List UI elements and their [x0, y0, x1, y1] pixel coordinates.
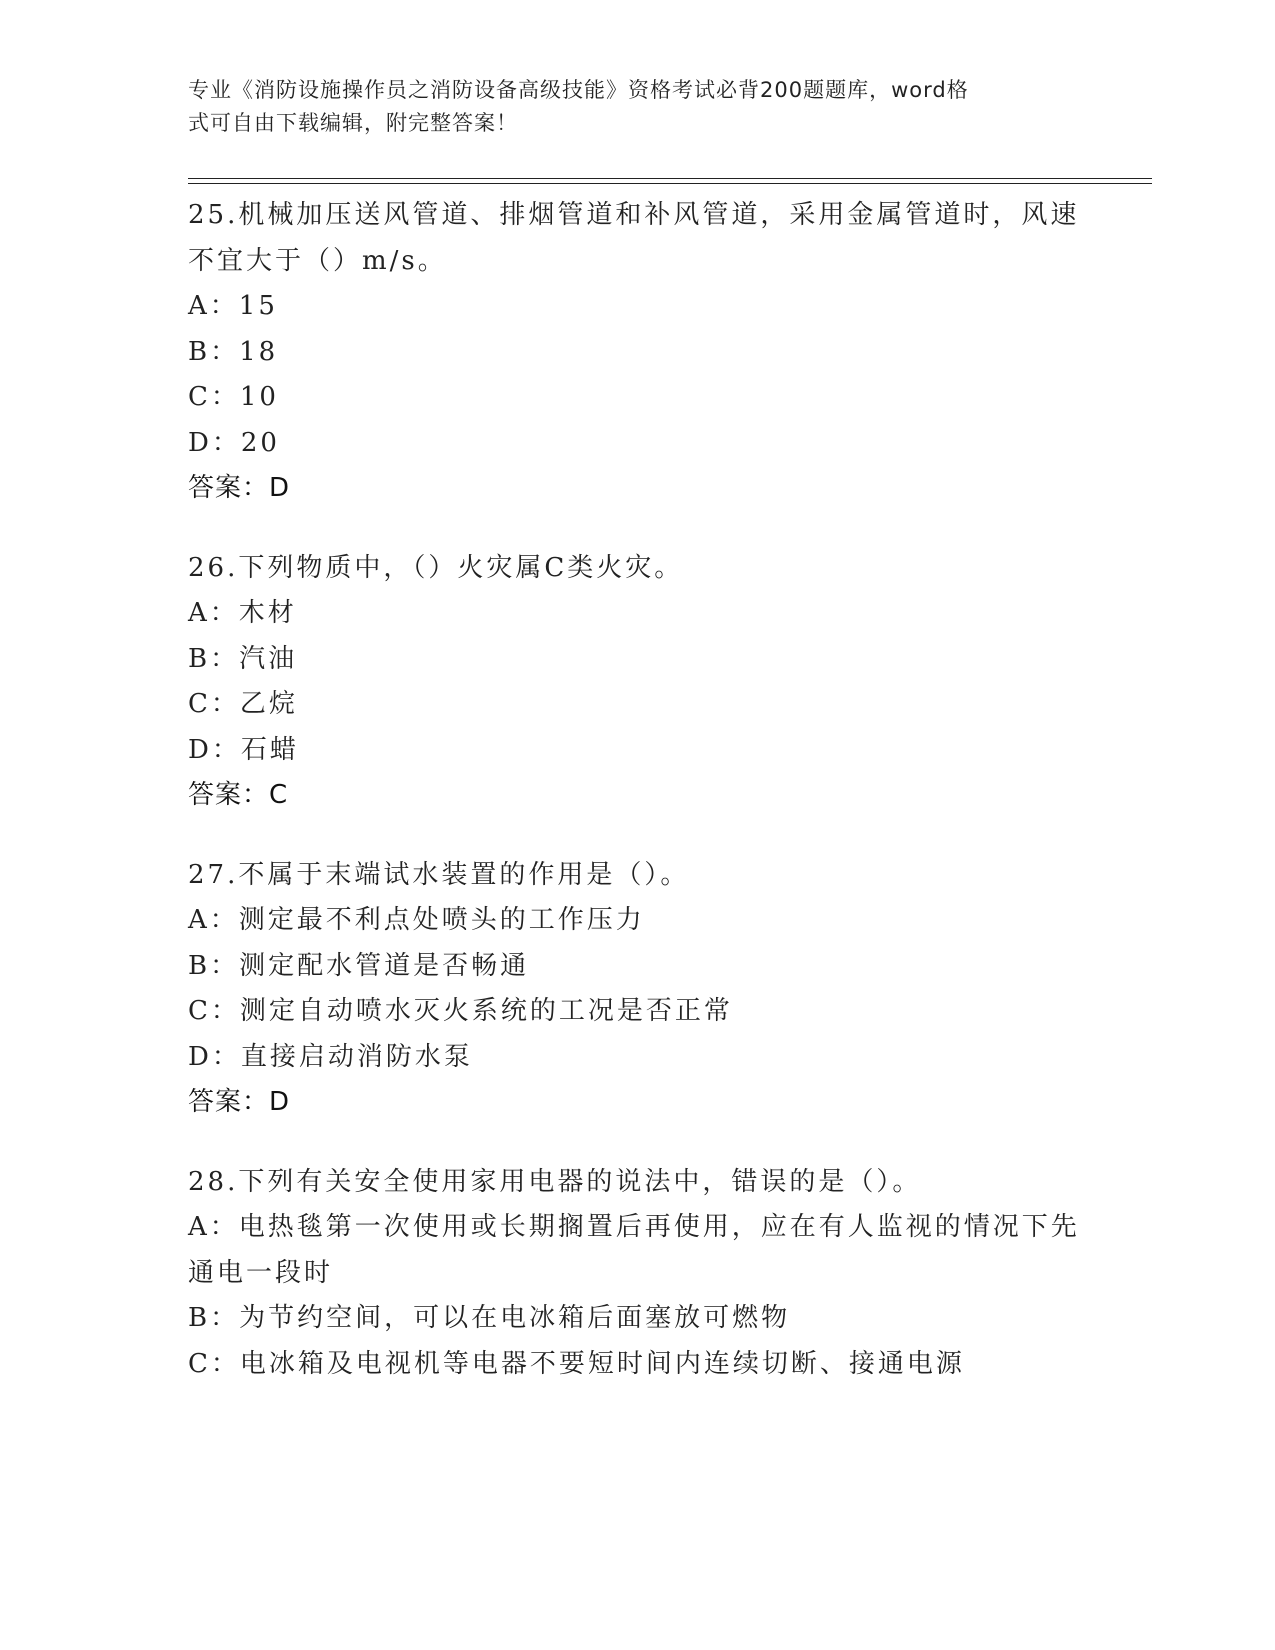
question-stem: 27.不属于末端试水装置的作用是（）。 [188, 859, 690, 890]
question-28 [188, 1160, 1088, 1388]
option-b: B：为节约空间，可以在电冰箱后面塞放可燃物 [188, 1303, 791, 1333]
question-stem-continued: 不宜大于（）m/s。 [188, 245, 447, 276]
answer: 答案：D [188, 1087, 291, 1117]
option-b: B：汽油 [188, 643, 298, 674]
option-a-continued: 通电一段时 [188, 1257, 334, 1288]
option-c: C：测定自动喷水灭火系统的工况是否正常 [188, 996, 733, 1026]
header-line-1: 专业《消防设施操作员之消防设备高级技能》资格考试必背200题题库，word格 [188, 78, 969, 102]
option-c: C：乙烷 [188, 689, 298, 719]
option-c: C：电冰箱及电视机等电器不要短时间内连续切断、接通电源 [188, 1348, 965, 1379]
question-stem: 26.下列物质中，（）火灾属C类火灾。 [188, 552, 684, 583]
question-27 [188, 853, 1088, 1126]
option-d: D：直接启动消防水泵 [188, 1041, 473, 1072]
option-a: A：电热毯第一次使用或长期搁置后再使用，应在有人监视的情况下先 [188, 1212, 1080, 1242]
option-a: A：木材 [188, 598, 297, 628]
question-25 [188, 193, 1088, 512]
option-d: D：20 [188, 427, 280, 458]
option-d: D：石蜡 [188, 734, 299, 765]
header-divider-top [188, 178, 1152, 179]
document-header [188, 74, 1088, 140]
question-list [188, 193, 1088, 1421]
option-c: C：10 [188, 382, 279, 412]
option-a: A：测定最不利点处喷头的工作压力 [188, 905, 645, 935]
question-stem: 25.机械加压送风管道、排烟管道和补风管道，采用金属管道时，风速 [188, 200, 1080, 230]
header-divider-bottom [188, 183, 1152, 184]
option-a: A：15 [188, 291, 278, 321]
answer: 答案：C [188, 780, 289, 810]
option-b: B：18 [188, 336, 279, 367]
option-b: B：测定配水管道是否畅通 [188, 950, 530, 981]
question-26 [188, 546, 1088, 819]
header-line-2: 式可自由下载编辑，附完整答案！ [188, 111, 518, 135]
answer: 答案：D [188, 473, 291, 503]
question-stem: 28.下列有关安全使用家用电器的说法中，错误的是（）。 [188, 1166, 922, 1197]
